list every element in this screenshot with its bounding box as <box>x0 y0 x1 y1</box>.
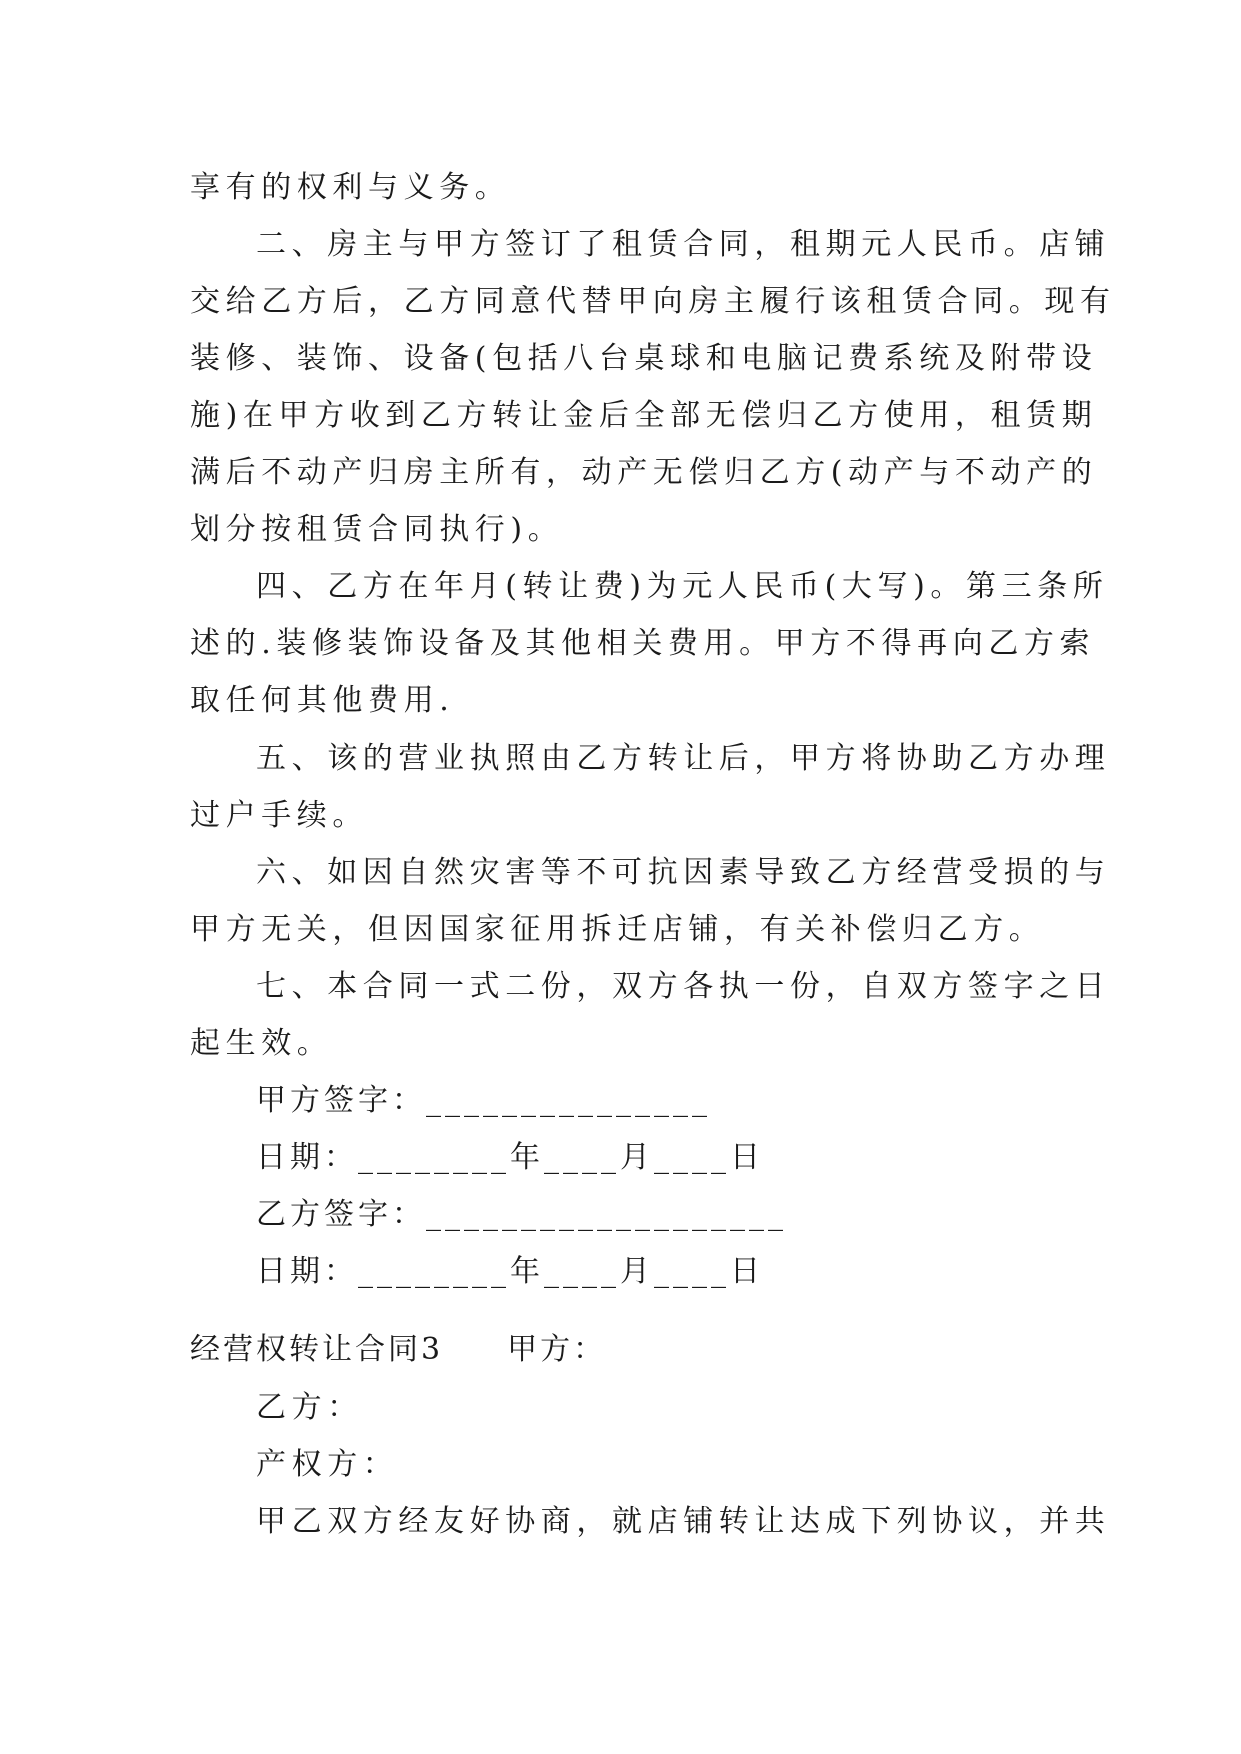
contract3-party-b: 乙方： <box>256 1390 363 1425</box>
paragraph-line: 装修、装饰、设备(包括八台桌球和电脑记费系统及附带设 <box>190 341 1098 376</box>
contract3-title: 经营权转让合同3 <box>190 1332 444 1367</box>
contract3-property-owner: 产权方： <box>256 1447 399 1482</box>
paragraph-line: 过户手续。 <box>190 798 368 833</box>
paragraph-line: 施)在甲方收到乙方转让金后全部无偿归乙方使用，租赁期 <box>190 398 1098 433</box>
party-a-signature-line: 甲方签字：_______________ <box>256 1083 711 1118</box>
paragraph-line: 划分按租赁合同执行)。 <box>190 512 564 547</box>
paragraph-line: 交给乙方后，乙方同意代替甲向房主履行该租赁合同。现有 <box>190 284 1116 319</box>
party-b-date-line: 日期：________年____月____日 <box>256 1254 764 1289</box>
paragraph-line: 二、房主与甲方签订了租赁合同，租期元人民币。店铺 <box>256 227 1111 262</box>
party-a-date-line: 日期：________年____月____日 <box>256 1140 764 1175</box>
contract3-party-a: 甲方： <box>507 1332 607 1367</box>
paragraph-line: 六、如因自然灾害等不可抗因素导致乙方经营受损的与 <box>256 855 1111 890</box>
contract3-opening-line: 甲乙双方经友好协商，就店铺转让达成下列协议，并共 <box>256 1504 1111 1539</box>
paragraph-line: 七、本合同一式二份，双方各执一份，自双方签字之日 <box>256 969 1111 1004</box>
paragraph-line: 述的.装修装饰设备及其他相关费用。甲方不得再向乙方索 <box>190 626 1096 661</box>
party-b-signature-line: 乙方签字：___________________ <box>256 1197 787 1232</box>
paragraph-line: 甲方无关，但因国家征用拆迁店铺，有关补偿归乙方。 <box>190 912 1045 947</box>
paragraph-line: 四、乙方在年月(转让费)为元人民币(大写)。第三条所 <box>256 569 1109 604</box>
paragraph-line: 享有的权利与义务。 <box>190 170 511 205</box>
paragraph-line: 满后不动产归房主所有，动产无偿归乙方(动产与不动产的 <box>190 455 1098 490</box>
paragraph-line: 起生效。 <box>190 1026 333 1061</box>
contract3-heading <box>190 1328 606 1372</box>
paragraph-line: 五、该的营业执照由乙方转让后，甲方将协助乙方办理 <box>256 741 1111 776</box>
paragraph-line: 取任何其他费用. <box>190 683 455 718</box>
